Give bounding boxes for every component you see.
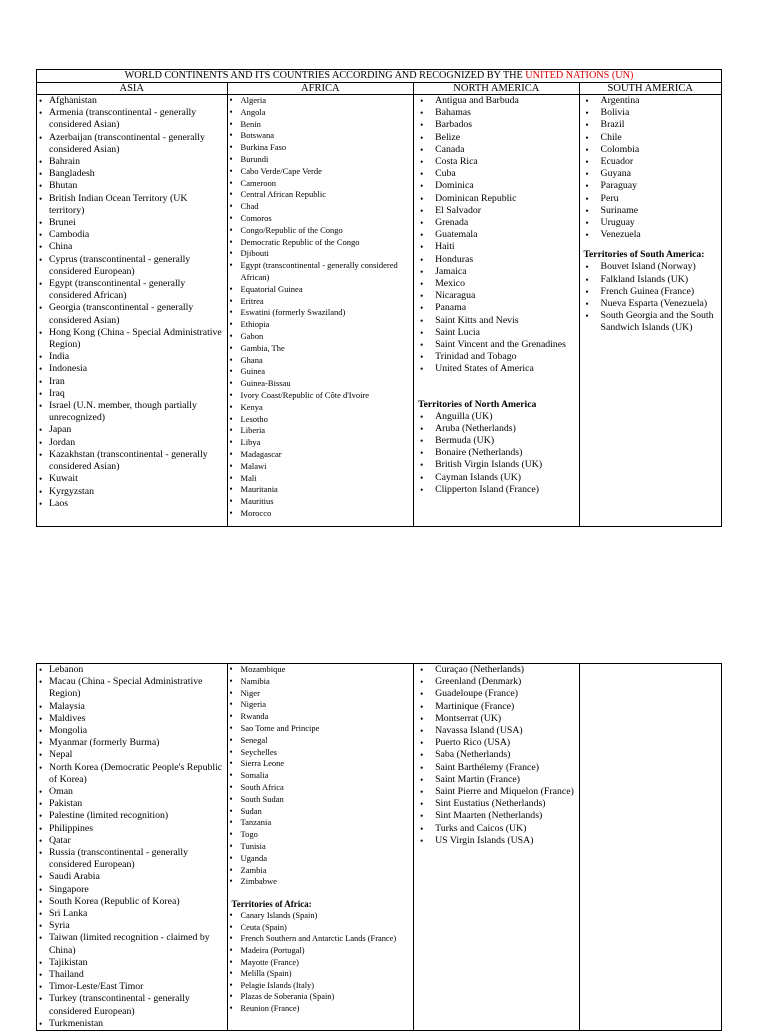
list-item: • Saint Barthélemy (France) <box>414 762 576 774</box>
list-item: • Uruguay <box>580 217 719 229</box>
header-south-america: SOUTH AMERICA <box>579 83 721 95</box>
list-item: • Mali <box>228 473 412 485</box>
africa-column <box>227 95 414 527</box>
list-item: • Guinea <box>228 366 412 378</box>
africa-list <box>228 95 414 520</box>
list-item: • Egypt (transcontinental - generally considered African) <box>37 278 225 302</box>
list-item: • Gambia, The <box>228 343 412 355</box>
list-item: • Nigeria <box>228 699 412 711</box>
list-item: • Chile <box>580 132 719 144</box>
list-item: • Afghanistan <box>37 95 225 107</box>
list-item: • Bolivia <box>580 107 719 119</box>
north-america-column-continued <box>414 664 579 1031</box>
list-item: • Navassa Island (USA) <box>414 725 576 737</box>
list-item: • Mongolia <box>37 725 225 737</box>
list-item: • Cyprus (transcontinental - generally considered European) <box>37 254 225 278</box>
north-america-column <box>414 95 579 527</box>
list-item: • Congo/Republic of the Congo <box>228 225 412 237</box>
list-item: • Sao Tome and Principe <box>228 723 412 735</box>
list-item: • Benin <box>228 119 412 131</box>
list-item: • Brunei <box>37 217 225 229</box>
list-item: • Iraq <box>37 388 225 400</box>
list-item: • US Virgin Islands (USA) <box>414 835 576 847</box>
list-item: • Sint Maarten (Netherlands) <box>414 810 576 822</box>
list-item: • Nicaragua <box>414 290 576 302</box>
asia-column <box>37 95 228 527</box>
list-item: • Madagascar <box>228 449 412 461</box>
list-item: • Libya <box>228 437 412 449</box>
list-item: • Guinea-Bissau <box>228 378 412 390</box>
list-item: • Aruba (Netherlands) <box>414 423 576 435</box>
list-item: • Colombia <box>580 144 719 156</box>
list-item: • Canada <box>414 144 576 156</box>
list-item: • Equatorial Guinea <box>228 284 412 296</box>
continents-table-part-2 <box>36 663 722 1031</box>
list-item: • Japan <box>37 424 225 436</box>
list-item: • Saint Pierre and Miquelon (France) <box>414 786 576 798</box>
list-item: • Tanzania <box>228 817 412 829</box>
list-item: • Madeira (Portugal) <box>228 945 412 957</box>
list-item: • Costa Rica <box>414 156 576 168</box>
list-item: • Timor-Leste/East Timor <box>37 981 225 993</box>
header-north-america: NORTH AMERICA <box>414 83 579 95</box>
list-item: • Cameroon <box>228 178 412 190</box>
list-item: • Zambia <box>228 865 412 877</box>
south-america-territories-list <box>580 261 721 334</box>
list-item: • Chad <box>228 201 412 213</box>
list-item: • Eswatini (formerly Swaziland) <box>228 307 412 319</box>
list-item: • Montserrat (UK) <box>414 713 576 725</box>
list-item: • Puerto Rico (USA) <box>414 737 576 749</box>
list-item: • Burkina Faso <box>228 142 412 154</box>
north-america-list <box>414 95 578 376</box>
list-item: • Laos <box>37 498 225 510</box>
list-item: • Saba (Netherlands) <box>414 749 576 761</box>
list-item: • Saint Kitts and Nevis <box>414 315 576 327</box>
list-item: • Niger <box>228 688 412 700</box>
list-item: • Thailand <box>37 969 225 981</box>
list-item: • French Southern and Antarctic Lands (France) <box>228 933 412 945</box>
list-item: • Nepal <box>37 749 225 761</box>
list-item: • Ceuta (Spain) <box>228 922 412 934</box>
header-asia: ASIA <box>37 83 228 95</box>
list-item: • Nueva Esparta (Venezuela) <box>580 298 719 310</box>
list-item: • Palestine (limited recognition) <box>37 810 225 822</box>
list-item: • Malawi <box>228 461 412 473</box>
list-item: • Turkey (transcontinental - generally considered European) <box>37 993 225 1017</box>
list-item: • Pelagie Islands (Italy) <box>228 980 412 992</box>
list-item: • Gabon <box>228 331 412 343</box>
list-item: • Mauritania <box>228 484 412 496</box>
list-item: • Honduras <box>414 254 576 266</box>
list-item: • Macau (China - Special Administrative Region) <box>37 676 225 700</box>
list-item: • Peru <box>580 193 719 205</box>
list-item: • North Korea (Democratic People's Republic of Korea) <box>37 762 225 786</box>
list-item: • Togo <box>228 829 412 841</box>
list-item: • Seychelles <box>228 747 412 759</box>
list-item: • Botswana <box>228 130 412 142</box>
south-america-column-continued <box>579 664 721 1031</box>
list-item: • Sri Lanka <box>37 908 225 920</box>
list-item: • Brazil <box>580 119 719 131</box>
africa-list-continued <box>228 664 414 888</box>
north-america-territories-list <box>414 411 578 496</box>
list-item: • Bonaire (Netherlands) <box>414 447 576 459</box>
list-item: • Plazas de Soberania (Spain) <box>228 991 412 1003</box>
list-item: • Grenada <box>414 217 576 229</box>
table-title-text: WORLD CONTINENTS AND ITS COUNTRIES ACCORDING AND RECOGNIZED BY THE <box>124 70 526 81</box>
list-item: • Cuba <box>414 168 576 180</box>
list-item: • Lebanon <box>37 664 225 676</box>
list-item: • Bermuda (UK) <box>414 435 576 447</box>
list-item: • Sint Eustatius (Netherlands) <box>414 798 576 810</box>
list-item: • Bouvet Island (Norway) <box>580 261 719 273</box>
list-item: • South Georgia and the South Sandwich Islands (UK) <box>580 310 719 334</box>
list-item: • Egypt (transcontinental - generally considered African) <box>228 260 412 284</box>
list-item: • Israel (U.N. member, though partially unrecognized) <box>37 400 225 424</box>
list-item: • Kyrgyzstan <box>37 486 225 498</box>
list-item: • Guatemala <box>414 229 576 241</box>
list-item: • Saint Lucia <box>414 327 576 339</box>
south-america-territories-heading: Territories of South America: <box>583 249 705 261</box>
list-item: • Kuwait <box>37 473 225 485</box>
list-item: • Georgia (transcontinental - generally considered Asian) <box>37 302 225 326</box>
list-item: • Liberia <box>228 425 412 437</box>
list-item: • Angola <box>228 107 412 119</box>
list-item: • Barbados <box>414 119 576 131</box>
list-item: • Martinique (France) <box>414 701 576 713</box>
list-item: • Somalia <box>228 770 412 782</box>
list-item: • United States of America <box>414 363 576 375</box>
list-item: • Guyana <box>580 168 719 180</box>
list-item: • Haiti <box>414 241 576 253</box>
list-item: • Ecuador <box>580 156 719 168</box>
list-item: • Kazakhstan (transcontinental - generally considered Asian) <box>37 449 225 473</box>
list-item: • Venezuela <box>580 229 719 241</box>
list-item: • Mauritius <box>228 496 412 508</box>
north-america-territories-list-continued <box>414 664 578 847</box>
list-item: • Bahrain <box>37 156 225 168</box>
list-item: • Morocco <box>228 508 412 520</box>
list-item: • British Virgin Islands (UK) <box>414 459 576 471</box>
list-item: • El Salvador <box>414 205 576 217</box>
list-item: • Armenia (transcontinental - generally considered Asian) <box>37 107 225 131</box>
list-item: • Mayotte (France) <box>228 957 412 969</box>
list-item: • Guadeloupe (France) <box>414 688 576 700</box>
list-item: • Bahamas <box>414 107 576 119</box>
list-item: • Anguilla (UK) <box>414 411 576 423</box>
south-america-list <box>580 95 721 241</box>
list-item: • Lesotho <box>228 414 412 426</box>
list-item: • Burundi <box>228 154 412 166</box>
list-item: • Jamaica <box>414 266 576 278</box>
list-item: • Argentina <box>580 95 719 107</box>
list-item: • Senegal <box>228 735 412 747</box>
list-item: • South Africa <box>228 782 412 794</box>
list-item: • Syria <box>37 920 225 932</box>
list-item: • Mexico <box>414 278 576 290</box>
list-item: • South Korea (Republic of Korea) <box>37 896 225 908</box>
list-item: • Belize <box>414 132 576 144</box>
list-item: • Democratic Republic of the Congo <box>228 237 412 249</box>
continents-table-part-1 <box>36 69 722 527</box>
list-item: • Saint Martin (France) <box>414 774 576 786</box>
list-item: • Taiwan (limited recognition - claimed by China) <box>37 932 225 956</box>
list-item: • Djibouti <box>228 248 412 260</box>
list-item: • Saint Vincent and the Grenadines <box>414 339 576 351</box>
list-item: • Azerbaijan (transcontinental - generally considered Asian) <box>37 132 225 156</box>
list-item: • Saudi Arabia <box>37 871 225 883</box>
list-item: • India <box>37 351 225 363</box>
list-item: • Myanmar (formerly Burma) <box>37 737 225 749</box>
south-america-column <box>579 95 721 527</box>
list-item: • Melilla (Spain) <box>228 968 412 980</box>
list-item: • Malaysia <box>37 701 225 713</box>
africa-territories-heading: Territories of Africa: <box>231 899 312 910</box>
list-item: • Comoros <box>228 213 412 225</box>
list-item: • Kenya <box>228 402 412 414</box>
table-title <box>37 70 722 83</box>
list-item: • Rwanda <box>228 711 412 723</box>
header-africa: AFRICA <box>227 83 414 95</box>
asia-list <box>37 95 227 510</box>
list-item: • Pakistan <box>37 798 225 810</box>
list-item: • Curaçao (Netherlands) <box>414 664 576 676</box>
list-item: • Paraguay <box>580 180 719 192</box>
list-item: • Suriname <box>580 205 719 217</box>
list-item: • French Guinea (France) <box>580 286 719 298</box>
list-item: • Uganda <box>228 853 412 865</box>
list-item: • China <box>37 241 225 253</box>
africa-territories-list <box>228 910 414 1014</box>
list-item: • Reunion (France) <box>228 1003 412 1015</box>
list-item: • Eritrea <box>228 296 412 308</box>
north-america-territories-heading: Territories of North America <box>418 398 537 410</box>
list-item: • Namibia <box>228 676 412 688</box>
list-item: • Maldives <box>37 713 225 725</box>
list-item: • South Sudan <box>228 794 412 806</box>
list-item: • Cayman Islands (UK) <box>414 472 576 484</box>
list-item: • Ghana <box>228 355 412 367</box>
list-item: • Greenland (Denmark) <box>414 676 576 688</box>
list-item: • Sierra Leone <box>228 758 412 770</box>
asia-column-continued <box>37 664 228 1031</box>
list-item: • Antigua and Barbuda <box>414 95 576 107</box>
list-item: • Sudan <box>228 806 412 818</box>
list-item: • Jordan <box>37 437 225 449</box>
list-item: • Philippines <box>37 823 225 835</box>
list-item: • Panama <box>414 302 576 314</box>
list-item: • Central African Republic <box>228 189 412 201</box>
list-item: • Ethiopia <box>228 319 412 331</box>
list-item: • Oman <box>37 786 225 798</box>
list-item: • Singapore <box>37 884 225 896</box>
table-title-highlight: UNITED NATIONS (UN) <box>525 70 634 81</box>
list-item: • Tunisia <box>228 841 412 853</box>
list-item: • Algeria <box>228 95 412 107</box>
list-item: • Dominican Republic <box>414 193 576 205</box>
list-item: • Canary Islands (Spain) <box>228 910 412 922</box>
list-item: • Bhutan <box>37 180 225 192</box>
list-item: • Turkmenistan <box>37 1018 225 1030</box>
list-item: • Indonesia <box>37 363 225 375</box>
list-item: • Cabo Verde/Cape Verde <box>228 166 412 178</box>
africa-column-continued <box>227 664 414 1031</box>
list-item: • Clipperton Island (France) <box>414 484 576 496</box>
list-item: • Ivory Coast/Republic of Côte d'Ivoire <box>228 390 412 402</box>
list-item: • Trinidad and Tobago <box>414 351 576 363</box>
list-item: • British Indian Ocean Territory (UK territory) <box>37 193 225 217</box>
list-item: • Russia (transcontinental - generally considered European) <box>37 847 225 871</box>
list-item: • Zimbabwe <box>228 876 412 888</box>
list-item: • Cambodia <box>37 229 225 241</box>
list-item: • Qatar <box>37 835 225 847</box>
list-item: • Falkland Islands (UK) <box>580 274 719 286</box>
list-item: • Hong Kong (China - Special Administrative Region) <box>37 327 225 351</box>
list-item: • Turks and Caicos (UK) <box>414 823 576 835</box>
list-item: • Iran <box>37 376 225 388</box>
list-item: • Bangladesh <box>37 168 225 180</box>
list-item: • Tajikistan <box>37 957 225 969</box>
asia-list-continued <box>37 664 227 1030</box>
list-item: • Dominica <box>414 180 576 192</box>
list-item: • Mozambique <box>228 664 412 676</box>
